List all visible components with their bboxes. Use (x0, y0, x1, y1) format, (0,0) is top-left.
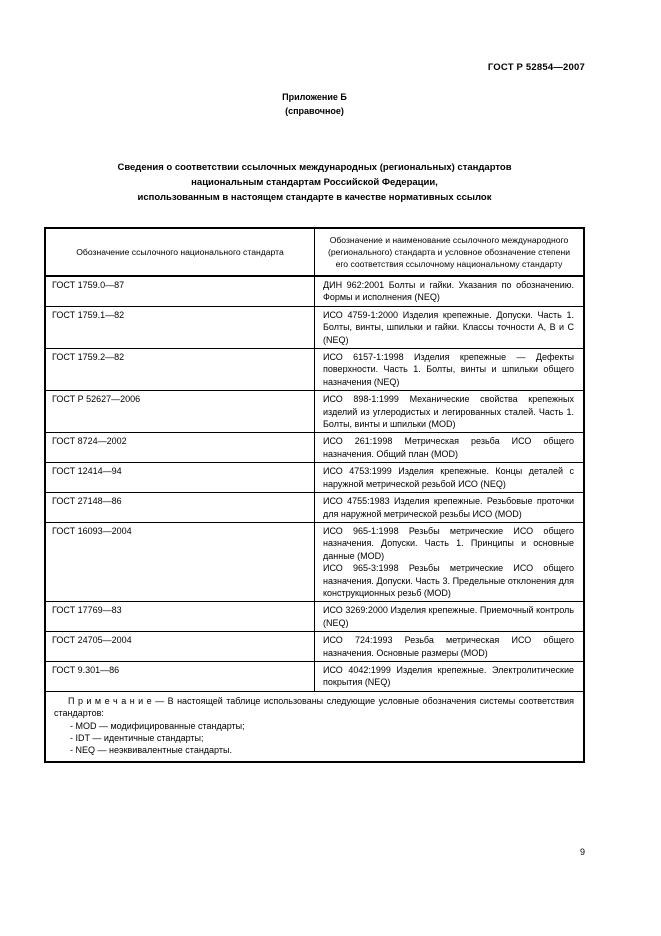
international-standard-cell (315, 433, 585, 463)
national-standard-cell: ГОСТ 1759.0—87 (45, 276, 315, 306)
national-standard-cell: ГОСТ Р 52627—2006 (45, 391, 315, 433)
national-standard-cell: ГОСТ 24705—2004 (45, 632, 315, 662)
correspondence-table (44, 227, 585, 763)
correspondence-table-head (45, 228, 584, 276)
correspondence-table-body (45, 276, 584, 691)
note-item: - IDT — идентичные стандарты; (70, 733, 204, 743)
national-standard-cell: ГОСТ 27148—86 (45, 493, 315, 523)
table-row (45, 306, 584, 348)
international-standard-entry: ИСО 6157-1:1998 Изделия крепежные — Дефекты поверхности. Часть 1. Болты, винты и шпильки общего назначения (NEQ) (323, 352, 574, 387)
national-standard-cell: ГОСТ 1759.1—82 (45, 306, 315, 348)
note-item: - MOD — модифицированные стандарты; (70, 720, 245, 731)
international-standard-entry: ИСО 4759-1:2000 Изделия крепежные. Допуски. Часть 1. Болты, винты, шпильки и гайки. Классы точности А, В и С (NEQ) (323, 309, 574, 345)
correspondence-table-container (44, 227, 585, 763)
document-title-line: национальным стандартам Российской Федерации, (191, 177, 438, 188)
table-row (45, 632, 584, 662)
national-standard-cell: ГОСТ 9.301—86 (45, 661, 315, 691)
international-standard-entry: ИСО 724:1993 Резьба метрическая ИСО общего назначения. Основные размеры (MOD) (323, 635, 574, 658)
table-row (45, 493, 584, 523)
table-row (45, 661, 584, 691)
national-standard-cell: ГОСТ 17769—83 (45, 602, 315, 632)
international-standard-cell (315, 602, 585, 632)
table-header-row (45, 228, 584, 276)
international-standard-cell (315, 632, 585, 662)
international-standard-entry: ИСО 4755:1983 Изделия крепежные. Резьбовые проточки для наружной метрической резьбы ИСО (MOD) (323, 496, 574, 519)
note-items (54, 720, 574, 757)
table-row (45, 349, 584, 391)
note-intro: П р и м е ч а н и е — В настоящей таблице использованы следующие условные обозначения системы соответствия стандартов: (54, 695, 574, 719)
national-standard-cell: ГОСТ 12414—94 (45, 463, 315, 493)
national-standard-cell: ГОСТ 1759.2—82 (45, 349, 315, 391)
table-row (45, 602, 584, 632)
appendix-title: Приложение Б (282, 92, 347, 102)
note-item: - NEQ — неэквивалентные стандарты. (70, 745, 232, 756)
international-standard-entry: ДИН 962:2001 Болты и гайки. Указания по обозначению. Формы и исполнения (NEQ) (323, 280, 574, 303)
note-cell (45, 691, 584, 762)
international-standard-entry: ИСО 3269:2000 Изделия крепежные. Приемочный контроль (NEQ) (323, 605, 574, 628)
international-standard-entry: ИСО 261:1998 Метрическая резьба ИСО общего назначения. Общий план (MOD) (323, 436, 574, 459)
document-title (44, 160, 585, 205)
table-row (45, 463, 584, 493)
international-standard-entry: ИСО 965-1:1998 Резьбы метрические ИСО общего назначения. Допуски. Часть 1. Принципы и основные данные (MOD) (323, 525, 574, 561)
appendix-heading (44, 90, 585, 118)
column-header-national-standard: Обозначение ссылочного национального стандарта (45, 228, 315, 276)
table-row (45, 276, 584, 306)
page-number: 9 (579, 847, 585, 857)
correspondence-table-note (45, 691, 584, 762)
document-title-line: Сведения о соответствии ссылочных международных (региональных) стандартов (117, 162, 512, 173)
international-standard-entry: ИСО 4753:1999 Изделия крепежные. Концы деталей с наружной метрической резьбой ИСО (NEQ) (323, 466, 574, 489)
document-title-line: использованным в настоящем стандарте в качестве нормативных ссылок (137, 192, 492, 203)
national-standard-cell: ГОСТ 8724—2002 (45, 433, 315, 463)
international-standard-cell (315, 306, 585, 348)
international-standard-cell (315, 349, 585, 391)
international-standard-cell (315, 276, 585, 306)
international-standard-cell (315, 391, 585, 433)
table-row (45, 391, 584, 433)
international-standard-cell (315, 661, 585, 691)
appendix-subtitle: (справочное) (285, 106, 344, 116)
international-standard-cell (315, 522, 585, 601)
international-standard-cell (315, 463, 585, 493)
international-standard-entry: ИСО 898-1:1999 Механические свойства крепежных изделий из углеродистых и легированных сталей. Часть 1. Болты, винты и шпильки (MOD) (323, 394, 574, 430)
international-standard-entry: ИСО 4042:1999 Изделия крепежные. Электролитические покрытия (NEQ) (323, 664, 574, 688)
column-header-international-standard: Обозначение и наименование ссылочного международного (регионального) стандарта и условное обозначение степени его соответствия ссылочному национальному стандарту (315, 228, 585, 276)
document-number: ГОСТ Р 52854—2007 (487, 62, 585, 73)
international-standard-entry: ИСО 965-3:1998 Резьбы метрические ИСО общего назначения. Допуски. Часть 3. Предельные отклонения для конструкционных резьб (MOD) (323, 563, 574, 598)
table-row (45, 522, 584, 601)
table-row (45, 433, 584, 463)
national-standard-cell: ГОСТ 16093—2004 (45, 522, 315, 601)
note-row (45, 691, 584, 762)
international-standard-cell (315, 493, 585, 523)
